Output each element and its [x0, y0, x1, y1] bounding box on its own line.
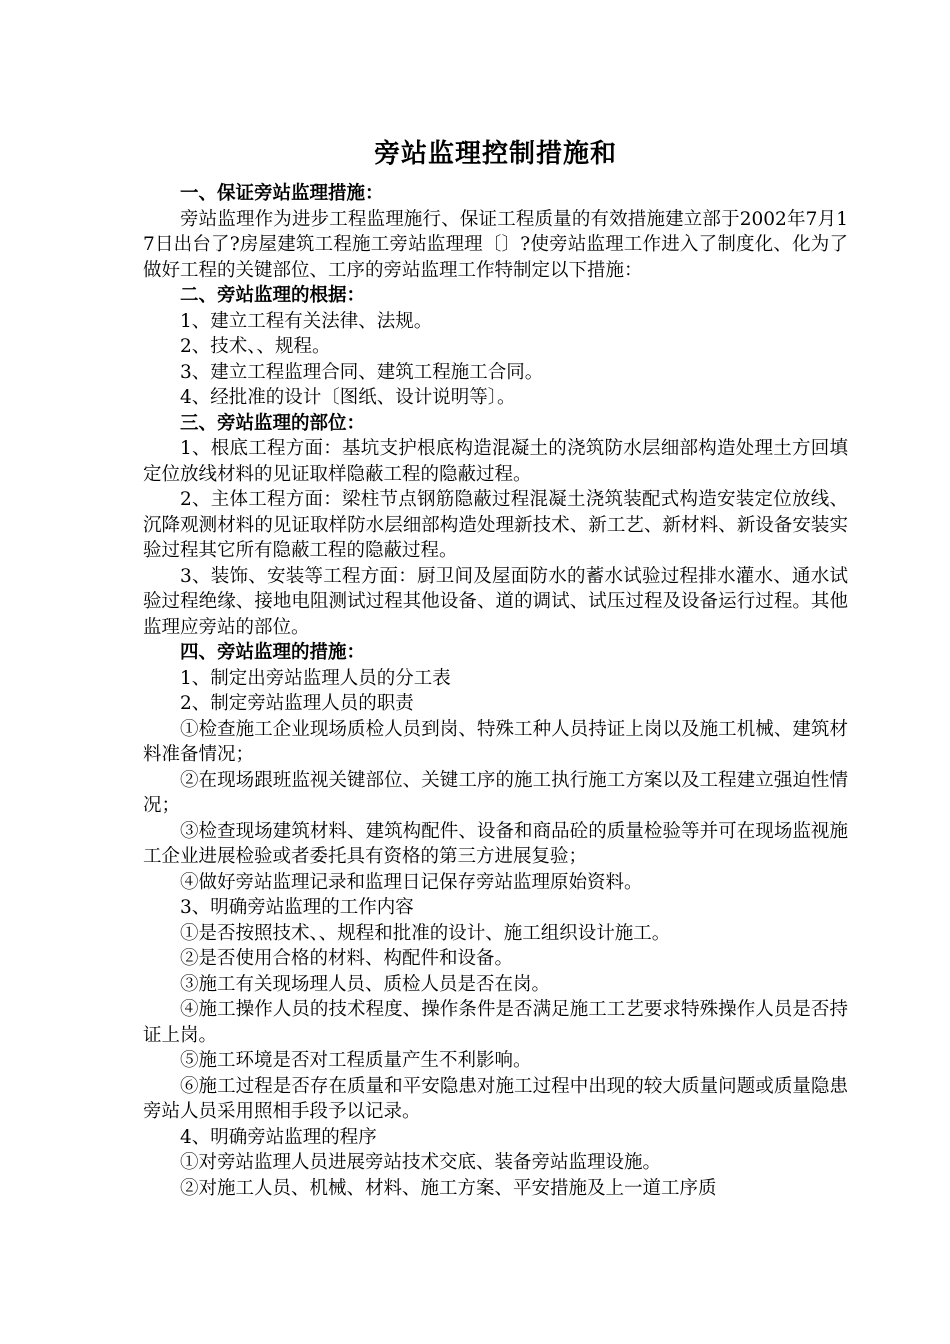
paragraph: ①检查施工企业现场质检人员到岗、特殊工种人员持证上岗以及施工机械、建筑材料准备情况； [143, 718, 848, 765]
paragraph: 3、装饰、安装等工程方面：厨卫间及屋面防水的蓄水试验过程排水灌水、通水试验过程绝缘、接地电阻测试过程其他设备、道的调试、试压过程及设备运行过程。其他监理应旁站的部位。 [143, 565, 848, 638]
paragraph: ③施工有关现场理人员、质检人员是否在岗。 [180, 973, 551, 995]
paragraph: ②对施工人员、机械、材料、施工方案、平安措施及上一道工序质 [180, 1177, 717, 1199]
paragraph: 1、建立工程有关法律、法规。 [180, 310, 433, 332]
paragraph: 1、根底工程方面：基坑支护根底构造混凝土的浇筑防水层细部构造处理土方回填定位放线材料的见证取样隐蔽工程的隐蔽过程。 [143, 438, 848, 485]
paragraph: ③检查现场建筑材料、建筑构配件、设备和商品砼的质量检验等并可在现场监视施工企业进展检验或者委托具有资格的第三方进展复验； [143, 820, 848, 867]
paragraph: ④做好旁站监理记录和监理日记保存旁站监理原始资料。 [180, 871, 643, 893]
paragraph: ②是否使用合格的材料、构配件和设备。 [180, 948, 514, 969]
paragraph: ①是否按照技术、、规程和批准的设计、施工组织设计施工。 [180, 922, 671, 944]
paragraph: ①对旁站监理人员进展旁站技术交底、装备旁站监理设施。 [180, 1152, 662, 1173]
paragraph: 3、明确旁站监理的工作内容 [180, 897, 414, 918]
paragraph: ⑥施工过程是否存在质量和平安隐患对施工过程中出现的较大质量问题或质量隐患旁站人员采用照相手段予以记录。 [143, 1075, 848, 1122]
document-title: 旁站监理控制措施和 [373, 139, 617, 169]
section-heading: 四、旁站监理的措施： [180, 642, 366, 663]
paragraph: ④施工操作人员的技术程度、操作条件是否满足施工工艺要求特殊操作人员是否持证上岗。 [143, 999, 848, 1046]
paragraph: 3、建立工程监理合同、建筑工程施工合同。 [180, 361, 544, 383]
paragraph: 旁站监理作为进步工程监理施行、保证工程质量的有效措施建立部于2002年7月17日出台了?房屋建筑工程施工旁站监理理〔〕?使旁站监理工作进入了制度化、化为了做好工程的关键部位、工序的旁站监理工作特制定以下措施： [143, 208, 848, 281]
paragraph: 4、明确旁站监理的程序 [180, 1126, 377, 1148]
paragraph: 4、经批准的设计〔图纸、设计说明等〕。 [180, 387, 516, 408]
section-heading: 三、旁站监理的部位： [180, 412, 366, 434]
paragraph: 1、制定出旁站监理人员的分工表 [180, 667, 451, 689]
paragraph: 2、制定旁站监理人员的职责 [180, 693, 414, 714]
section-heading: 一、保证旁站监理措施： [180, 183, 384, 204]
paragraph-list [143, 181, 848, 1201]
document-body [143, 133, 848, 1201]
paragraph: 2、主体工程方面：梁柱节点钢筋隐蔽过程混凝土浇筑装配式构造安装定位放线、沉降观测材料的见证取样防水层细部构造处理新技术、新工艺、新材料、新设备安装实验过程其它所有隐蔽工程的隐蔽过程。 [143, 489, 848, 561]
section-heading: 二、旁站监理的根据： [180, 285, 366, 306]
paragraph: 2、技术、、规程。 [180, 336, 331, 357]
paragraph: ②在现场跟班监视关键部位、关键工序的施工执行施工方案以及工程建立强迫性情况； [143, 769, 848, 816]
paragraph: ⑤施工环境是否对工程质量产生不利影响。 [180, 1050, 532, 1071]
